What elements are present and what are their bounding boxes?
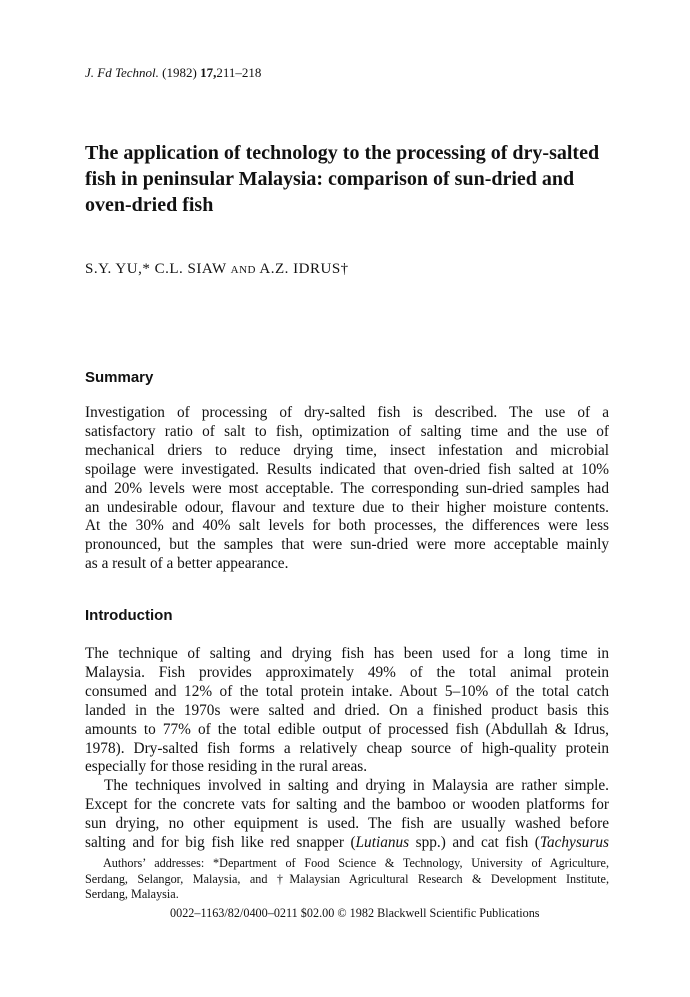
- intro-line: consumed and 12% of the total protein intake. About 5–10% of the total catch: [85, 682, 609, 700]
- intro-line-species: [85, 834, 609, 853]
- summary-line: satisfactory ratio of salt to fish, optimization of salting time and the use of: [85, 422, 609, 440]
- title-line: The application of technology to the processing of dry-salted: [85, 142, 600, 164]
- summary-line: Investigation of processing of dry-salted fish is described. The use of a: [85, 404, 609, 421]
- intro-line: Except for the concrete vats for salting and the bamboo or wooden platforms for: [85, 796, 609, 814]
- title-line: fish in peninsular Malaysia: comparison of sun-dried and: [85, 168, 575, 190]
- summary-line: mechanical driers to reduce drying time, insect infestation and microbial: [85, 441, 609, 459]
- journal-year: (1982): [162, 65, 197, 80]
- introduction-heading: Introduction: [85, 607, 173, 624]
- footnote-line: Serdang, Selangor, Malaysia, and †Malaysian Agricultural Research & Development Institute,: [85, 871, 609, 886]
- intro-line: The technique of salting and drying fish has been used for a long time in: [85, 645, 609, 662]
- summary-line: as a result of a better appearance.: [85, 555, 289, 573]
- summary-line: spoilage were investigated. Results indicated that oven-dried fish salted at 10%: [85, 460, 609, 478]
- summary-line: pronounced, but the samples that were sun-dried were more acceptable mainly: [85, 536, 609, 554]
- authors-part2: A.Z. IDRUS†: [259, 261, 349, 277]
- intro-line: 1978). Dry-salted fish forms a relatively cheap source of high-quality protein: [85, 739, 609, 757]
- summary-paragraph: [85, 404, 609, 574]
- summary-heading: Summary: [85, 369, 154, 386]
- authors-conjunction: AND: [230, 264, 256, 276]
- intro-line: Malaysia. Fish provides approximately 49% of the total animal protein: [85, 663, 609, 681]
- intro-text: spp.) and cat fish (: [409, 834, 540, 852]
- authors-part1: S.Y. YU,* C.L. SIAW: [85, 261, 227, 277]
- title-line: oven-dried fish: [85, 194, 214, 216]
- species-name: Tachysurus: [539, 834, 609, 852]
- summary-line: an undesirable odour, flavour and texture due to their higher moisture contents.: [85, 498, 609, 516]
- intro-line: sun drying, no other equipment is used. The fish are usually washed before: [85, 815, 609, 833]
- summary-line: and 20% levels were most acceptable. The corresponding sun-dried samples had: [85, 479, 609, 497]
- intro-line: especially for those residing in the rural areas.: [85, 758, 368, 776]
- summary-line: At the 30% and 40% salt levels for both processes, the differences were less: [85, 517, 609, 535]
- footnote-line: Authors’ addresses: *Department of Food Science & Technology, University of Agriculture,: [103, 856, 609, 870]
- intro-text: salting and for big fish like red snapper (: [85, 834, 356, 852]
- intro-line: amounts to 77% of the total edible output of processed fish (Abdullah & Idrus,: [85, 720, 609, 738]
- authors-addresses-footnote: [85, 856, 609, 903]
- author-list: [85, 261, 349, 278]
- journal-pages: 211–218: [216, 65, 262, 80]
- footnote-line: Serdang, Malaysia.: [85, 887, 179, 901]
- intro-line: landed in the 1970s were salted and dried. On a finished product basis this: [85, 701, 609, 719]
- journal-citation: [85, 65, 261, 81]
- introduction-paragraph: [85, 645, 609, 853]
- paper-title: [85, 140, 625, 218]
- intro-line: The techniques involved in salting and drying in Malaysia are rather simple.: [104, 777, 609, 795]
- journal-volume: 17,: [200, 65, 217, 80]
- species-name: Lutianus: [355, 834, 410, 852]
- copyright-line: 0022–1163/82/0400–0211 $02.00 © 1982 Blackwell Scientific Publications: [170, 906, 540, 920]
- journal-name: J. Fd Technol.: [85, 65, 159, 80]
